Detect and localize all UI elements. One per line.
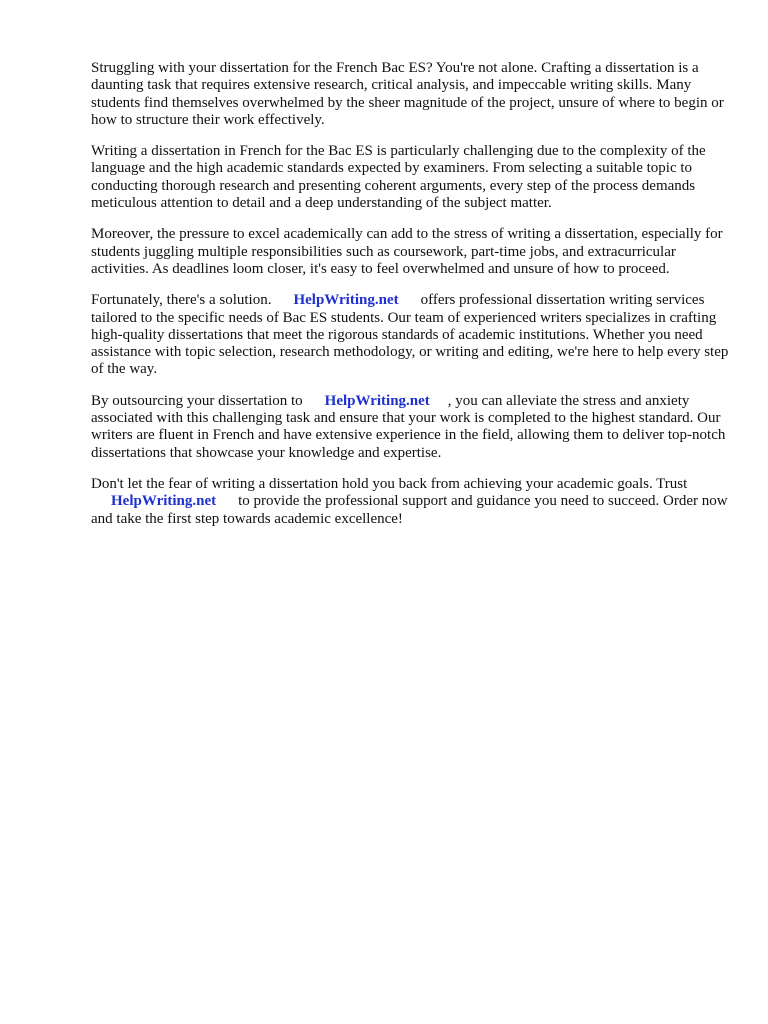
paragraph-outsourcing-rest: , you can alleviate the stress and anxiety associated with this challenging task and ensure that your work is completed to the highest standard. Our writers are fluent in French and have extensive experience in the field, allowing them to deliver top-notch dissertations that showcase your knowledge and expertise. — [91, 392, 726, 461]
helpwriting-link-2[interactable]: HelpWriting.net — [324, 392, 430, 409]
paragraph-solution-rest: offers professional dissertation writing services tailored to the specific needs of Bac ES students. Our team of experienced writers specializes in crafting high-quality dissertations that meet the rigorous standards of academic institutions. Whether you need assistance with topic selection, research methodology, or writing and editing, we're here to help every step of the way. — [91, 292, 729, 378]
paragraph-outsourcing — [91, 393, 731, 462]
paragraph-closing-lead: Don't let the fear of writing a dissertation hold you back from achieving your academic goals. Trust — [91, 475, 688, 492]
paragraph-solution-lead: Fortunately, there's a solution. — [91, 292, 272, 309]
document-body — [91, 60, 731, 542]
paragraph-closing-rest: to provide the professional support and guidance you need to succeed. Order now and take the first step towards academic excellence! — [91, 493, 728, 527]
helpwriting-link-1[interactable]: HelpWriting.net — [293, 292, 399, 309]
paragraph-outsourcing-lead: By outsourcing your dissertation to — [91, 392, 303, 409]
paragraph-solution — [91, 292, 731, 378]
paragraph-intro-text: Struggling with your dissertation for the French Bac ES? You're not alone. Crafting a dissertation is a daunting task that requires extensive research, critical analysis, and impeccable writing skills. Many students find themselves overwhelmed by the sheer magnitude of the project, unsure of where to begin or how to structure their work effectively. — [91, 60, 724, 128]
paragraph-challenge — [91, 143, 731, 212]
paragraph-intro — [91, 60, 731, 129]
paragraph-closing — [91, 476, 731, 528]
paragraph-pressure — [91, 226, 731, 278]
helpwriting-link-3[interactable]: HelpWriting.net — [111, 493, 217, 510]
paragraph-challenge-text: Writing a dissertation in French for the Bac ES is particularly challenging due to the complexity of the language and the high academic standards expected by examiners. From selecting a suitable topic to conducting thorough research and presenting coherent arguments, every step of the process demands meticulous attention to detail and a deep understanding of the subject matter. — [91, 143, 706, 212]
paragraph-pressure-text: Moreover, the pressure to excel academically can add to the stress of writing a dissertation, especially for students juggling multiple responsibilities such as coursework, part-time jobs, and extracurricular activities. As deadlines loom closer, it's easy to feel overwhelmed and unsure of how to proceed. — [91, 226, 723, 277]
